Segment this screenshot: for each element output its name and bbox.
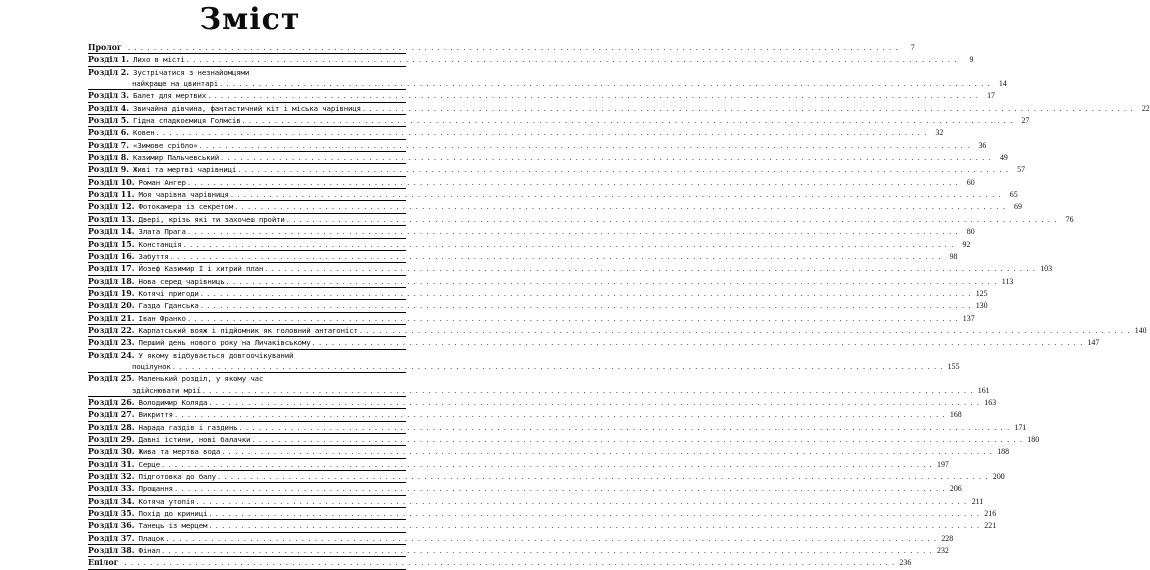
toc-entry-title: Роман Ангер (138, 177, 186, 187)
toc-entry-page-number: 197 (937, 459, 949, 469)
toc-entry-label: Розділ 37. (88, 533, 135, 543)
toc-entry-title: Маленький розділ, у якому час (138, 374, 264, 384)
toc-entry-page-number: 113 (1001, 276, 1014, 286)
toc-entry-label: Розділ 25. (88, 374, 135, 384)
toc-entry (88, 189, 1018, 201)
toc-entry-label: Розділ 18. (88, 276, 135, 286)
toc-entry-title: Фотокамера із секретом (138, 202, 234, 212)
toc-entry-title: Звичайна дівчина, фантастичний кіт і міська чарівниця (133, 103, 361, 113)
toc-entry (88, 533, 954, 545)
toc-entry (88, 496, 984, 508)
toc-dot-leader: . . . . . . . . . . . . . . . . . . . . . . . . . . . . . . . . . . . . . . . . . . . . . . . . . . . . . . . . . . . . . . . . . . . . . . . . . . . . . . . . . . . . . . . . . . . . . . . . . . . . . . . . . . . . . . . . . . . . . . . . (200, 289, 972, 298)
toc-entry-row (88, 337, 1100, 348)
toc-entry-title-continued: найкраще на цвинтарі (132, 79, 218, 89)
toc-entry (88, 397, 997, 409)
toc-entry-label: Розділ 24. (88, 350, 135, 360)
toc-dot-leader: . . . . . . . . . . . . . . . . . . . . . . . . . . . . . . . . . . . . . . . . . . . . . . . . . . . . . . . . . . . . . . . . . . . . . . . . . . . . . . . . . . . . . . . . . . . . . . . . . . . . . . . . . . . . . . . . . . . . . . . . (187, 228, 959, 237)
toc-entry (88, 54, 974, 66)
toc-entry-label: Розділ 19. (88, 288, 135, 298)
toc-dot-leader: . . . . . . . . . . . . . . . . . . . . . . . . . . . . . . . . . . . . . . . . . . . . . . . . . . . . . . . . . . . . . . . . . . . . . . . . . . . . . . . . . . . . . . . . . . . . . . . . . . . . . . . . . . . . . . . . . . . . . . . . (127, 44, 899, 52)
toc-entry (88, 177, 975, 189)
toc-entry-page-number: 161 (977, 385, 990, 395)
toc-entry-label: Розділ 34. (88, 496, 135, 506)
toc-entry-label: Розділ 20. (88, 301, 135, 311)
toc-entry-label: Розділ 16. (88, 251, 135, 261)
toc-entry (88, 422, 1027, 434)
toc-entry (88, 103, 1150, 115)
toc-entry-page-number: 137 (962, 313, 975, 323)
toc-entry-title: Йозеф Казимир І і хитрий план (138, 264, 264, 274)
toc-entry (88, 90, 995, 102)
toc-entry-title: Жива та мертва вода (138, 447, 221, 457)
toc-entry (88, 201, 1022, 213)
toc-entry-row (88, 508, 997, 519)
toc-entry-label: Розділ 11. (88, 190, 135, 200)
toc-dot-leader: . . . . . . . . . . . . . . . . . . . . . . . . . . . . . . . . . . . . . . . . . . . . . . . . . . . . . . . . . . . . . . . . . . . . . . . . . . . . . . . . . . . . . . . . . . . . . . . . . . . . . . . . . . . . . . . . . . . . . . . . (252, 436, 1024, 444)
toc-dot-leader: . . . . . . . . . . . . . . . . . . . . . . . . . . . . . . . . . . . . . . . . . . . . . . . . . . . . . . . . . . . . . . . . . . . . . . . . . . . . . . . . . . . . . . . . . . . . . . . . . . . . . . . . . . . . . . . . . . . . . . . . (202, 386, 974, 395)
toc-entry-label: Розділ 29. (88, 435, 135, 444)
toc-entry-row (88, 446, 1010, 457)
toc-dot-leader: . . . . . . . . . . . . . . . . . . . . . . . . . . . . . . . . . . . . . . . . . . . . . . . . . . . . . . . . . . . . . . . . . . . . . . . . . . . . . . . . . . . . . . . . . . . . . . . . . . . . . . . . . . . . . . . . . . . . . . . . (156, 129, 928, 138)
toc-entry-row (88, 533, 954, 544)
toc-entry-label: Розділ 30. (88, 447, 135, 457)
toc-entry (88, 42, 915, 54)
toc-entry-title-continued: здійснювати мрії (132, 385, 201, 395)
toc-entry-label: Розділ 17. (88, 264, 135, 274)
toc-entry-label: Розділ 7. (88, 140, 130, 150)
toc-entry-page-number: 57 (1017, 165, 1026, 175)
toc-entry-row (88, 152, 1008, 163)
toc-entry-title: Забуття (138, 251, 169, 261)
toc-entry-continuation (88, 361, 960, 372)
toc-entry-continuation (88, 385, 990, 396)
toc-entry-title: Викриття (138, 410, 173, 420)
toc-entry-title: Танець із мерцем (138, 521, 208, 531)
toc-entry-page-number: 76 (1065, 214, 1074, 224)
toc-entry-label: Розділ 33. (88, 484, 135, 494)
toc-entry (88, 140, 987, 152)
toc-entry-page-number: 103 (1040, 264, 1053, 274)
toc-entry-row (88, 325, 1147, 336)
toc-entry-row (88, 422, 1027, 433)
toc-dot-leader: . . . . . . . . . . . . . . . . . . . . . . . . . . . . . . . . . . . . . . . . . . . . . . . . . . . . . . . . . . . . . . . . . . . . . . . . . . . . . . . . . . . . . . . . . . . . . . . . . . . . . . . . . . . . . . . . . . . . . . . . (209, 522, 981, 531)
toc-entry-page-number: 27 (1021, 116, 1030, 126)
toc-entry (88, 459, 949, 471)
toc-entry-row (88, 483, 962, 494)
toc-entry-label: Розділ 14. (88, 227, 135, 237)
toc-entry-page-number: 140 (1134, 325, 1147, 335)
toc-entry-title: Двері, крізь які ти захочеш пройти (138, 214, 285, 224)
toc-dot-leader: . . . . . . . . . . . . . . . . . . . . . . . . . . . . . . . . . . . . . . . . . . . . . . . . . . . . . . . . . . . . . . . . . . . . . . . . . . . . . . . . . . . . . . . . . . . . . . . . . . . . . . . . . . . . . . . . . . . . . . . . (172, 362, 944, 371)
toc-entry-label: Розділ 23. (88, 338, 135, 348)
toc-entry (88, 337, 1100, 349)
toc-entry-label: Розділ 5. (88, 116, 130, 126)
toc-entry-page-number: 98 (949, 251, 958, 261)
toc-entry-label: Розділ 21. (88, 313, 135, 323)
toc-entry-title: Моя чарівна чарівниця (138, 190, 229, 200)
toc-entry-row (88, 313, 975, 324)
toc-entry (88, 127, 944, 139)
toc-entry (88, 471, 1005, 483)
toc-entry-label: Розділ 38. (88, 546, 135, 556)
toc-entry-label: Розділ 10. (88, 177, 135, 187)
toc-entry-label: Розділ 6. (88, 128, 130, 138)
toc-entry-row (88, 496, 984, 507)
toc-entry-row (88, 350, 406, 361)
toc-dot-leader: . . . . . . . . . . . . . . . . . . . . . . . . . . . . . . . . . . . . . . . . . . . . . . . . . . . . . . . . . . . . . . . . . . . . . . . . . . . . . . . . . . . . . . . . . . . . . . . . . . . . . . . . . . . . . . . . . . . . . . . . (312, 339, 1084, 348)
toc-entry-row (88, 164, 1026, 175)
toc-entry-label: Розділ 12. (88, 202, 135, 212)
toc-entry-page-number: 14 (998, 79, 1007, 89)
toc-dot-leader: . . . . . . . . . . . . . . . . . . . . . . . . . . . . . . . . . . . . . . . . . . . . . . . . . . . . . . . . . . . . . . . . . . . . . . . . . . . . . . . . . . . . . . . . . . . . . . . . . . . . . . . . . . . . . . . . . . . . . . . . (286, 215, 1058, 224)
toc-entry-page-number: 232 (937, 546, 949, 556)
toc-entry-row (88, 177, 975, 188)
toc-entry-row (88, 276, 1014, 287)
toc-dot-leader: . . . . . . . . . . . . . . . . . . . . . . . . . . . . . . . . . . . . . . . . . . . . . . . . . . . . . . . . . . . . . . . . . . . . . . . . . . . . . . . . . . . . . . . . . . . . . . . . . . . . . . . . . . . . . . . . . . . . . . . . (230, 191, 1002, 200)
toc-entry-row (88, 459, 949, 470)
toc-entry-page-number: 221 (984, 521, 997, 531)
toc-entry-title: Давні істини, нові балачки (138, 435, 251, 444)
toc-entry-row (88, 288, 988, 299)
toc-entry-label: Епілог (88, 558, 119, 568)
toc-dot-leader: . . . . . . . . . . . . . . . . . . . . . . . . . . . . . . . . . . . . . . . . . . . . . . . . . . . . . . . . . . . . . . . . . . . . . . . . . . . . . . . . . . . . . . . . . . . . . . . . . . . . . . . . . . . . . . . . . . . . . . . . (187, 178, 959, 187)
toc-dot-leader: . . . . . . . . . . . . . . . . . . . . . . . . . . . . . . . . . . . . . . . . . . . . . . . . . . . . . . . . . . . . . . . . . . . . . . . . . . . . . . . . . . . . . . . . . . . . . . . . . . . . . . . . . . . . . . . . . . . . . . . . (359, 326, 1131, 335)
toc-entry-label: Розділ 8. (88, 153, 130, 163)
toc-entry (88, 115, 1030, 127)
toc-entry-page-number: 17 (987, 91, 995, 101)
toc-dot-leader: . . . . . . . . . . . . . . . . . . . . . . . . . . . . . . . . . . . . . . . . . . . . . . . . . . . . . . . . . . . . . . . . . . . . . . . . . . . . . . . . . . . . . . . . . . . . . . . . . . . . . . . . . . . . . . . . . . . . . . . . (174, 485, 946, 494)
toc-dot-leader: . . . . . . . . . . . . . . . . . . . . . . . . . . . . . . . . . . . . . . . . . . . . . . . . . . . . . . . . . . . . . . . . . . . . . . . . . . . . . . . . . . . . . . . . . . . . . . . . . . . . . . . . . . . . . . . . . . . . . . . . (221, 154, 992, 163)
toc-entry (88, 409, 962, 421)
toc-entry-label: Розділ 2. (88, 67, 130, 77)
toc-entry (88, 373, 990, 397)
toc-entry-title: Злата Прага (138, 227, 186, 237)
toc-entry-page-number: 22 (1141, 103, 1150, 113)
toc-entry-row (88, 251, 958, 262)
toc-dot-leader: . . . . . . . . . . . . . . . . . . . . . . . . . . . . . . . . . . . . . . . . . . . . . . . . . . . . . . . . . . . . . . . . . . . . . . . . . . . . . . . . . . . . . . . . . . . . . . . . . . . . . . . . . . . . . . . . . . . . . . . . (226, 277, 998, 286)
toc-entry-title: Живі та мертві чарівниці (133, 165, 237, 175)
toc-entry-label: Розділ 28. (88, 422, 135, 432)
toc-dot-leader: . . . . . . . . . . . . . . . . . . . . . . . . . . . . . . . . . . . . . . . . . . . . . . . . . . . . . . . . . . . . . . . . . . . . . . . . . . . . . . . . . . . . . . . . . . . . . . . . . . . . . . . . . . . . . . . . . . . . . . . . (209, 510, 981, 519)
toc-entry-title: Володимир Коляда (138, 397, 208, 407)
toc-entry-label: Розділ 35. (88, 509, 135, 519)
toc-entry-page-number: 36 (978, 140, 987, 150)
toc-entry-row (88, 545, 949, 556)
toc-entry-row (88, 226, 975, 237)
toc-entry-page-number: 168 (949, 410, 962, 420)
toc-entry-title: Прощання (138, 484, 173, 494)
toc-entry-page-number: 236 (899, 558, 912, 568)
toc-entry-title: Плацок (138, 533, 165, 543)
toc-entry-title: Котячі пригоди (138, 288, 199, 298)
toc-entry-row (88, 373, 406, 384)
toc-entry-title: Нарада газдів і газдинь (138, 422, 238, 432)
toc-entry-title: Ковен (133, 128, 155, 138)
toc-entry-title: Карпатський вояж і підйомник як головний антагоніст (138, 325, 358, 335)
toc-dot-leader: . . . . . . . . . . . . . . . . . . . . . . . . . . . . . . . . . . . . . . . . . . . . . . . . . . . . . . . . . . . . . . . . . . . . . . . . . . . . . . . . . . . . . . . . . . . . . . . . . . . . . . . . . . . . . . . . . . . . . . . . (242, 117, 1014, 126)
toc-entry-page-number: 49 (999, 153, 1008, 163)
toc-entry-page-number: 130 (975, 301, 988, 311)
toc-entry-page-number: 65 (1009, 190, 1018, 200)
toc-dot-leader: . . . . . . . . . . . . . . . . . . . . . . . . . . . . . . . . . . . . . . . . . . . . . . . . . . . . . . . . . . . . . . . . . . . . . . . . . . . . . . . . . . . . . . . . . . . . . . . . . . . . . . . . . . . . . . . . . . . . . . . . (362, 104, 1134, 113)
toc-entry (88, 67, 1007, 91)
toc-dot-leader: . . . . . . . . . . . . . . . . . . . . . . . . . . . . . . . . . . . . . . . . . . . . . . . . . . . . . . . . . . . . . . . . . . . . . . . . . . . . . . . . . . . . . . . . . . . . . . . . . . . . . . . . . . . . . . . . . . . . . . . . (265, 265, 1037, 274)
toc-entry-page-number: 69 (1014, 202, 1022, 212)
toc-entry-row (88, 263, 1053, 274)
toc-entry-label: Розділ 3. (88, 91, 130, 101)
toc-entry-row (88, 115, 1030, 126)
toc-entry-page-number: 180 (1027, 435, 1040, 444)
toc-entry-title: Зустрічатися з незнайомцями (133, 67, 250, 77)
toc-dot-leader: . . . . . . . . . . . . . . . . . . . . . . . . . . . . . . . . . . . . . . . . . . . . . . . . . . . . . . . . . . . . . . . . . . . . . . . . . . . . . . . . . . . . . . . . . . . . . . . . . . . . . . . . . . . . . . . . . . . . . . . . (199, 141, 971, 150)
toc-entry-row (88, 300, 988, 311)
toc-entry-title: «Зимове срібло» (133, 140, 198, 150)
toc-entry-page-number: 188 (997, 447, 1010, 457)
toc-entry (88, 508, 997, 520)
toc-entry-title: Казимир Пальчевський (133, 153, 220, 163)
toc-entry-row (88, 54, 974, 65)
toc-dot-leader: . . . . . . . . . . . . . . . . . . . . . . . . . . . . . . . . . . . . . . . . . . . . . . . . . . . . . . . . . . . . . . . . . . . . . . . . . . . . . . . . . . . . . . . . . . . . . . . . . . . . . . . . . . . . . . . . . . . . . . . . (208, 92, 979, 101)
toc-entry-page-number: 228 (941, 533, 954, 543)
toc-entry (88, 325, 1147, 337)
toc-entry-row (88, 557, 912, 568)
toc-dot-leader: . . . . . . . . . . . . . . . . . . . . . . . . . . . . . . . . . . . . . . . . . . . . . . . . . . . . . . . . . . . . . . . . . . . . . . . . . . . . . . . . . . . . . . . . . . . . . . . . . . . . . . . . . . . . . . . . . . . . . . . . (209, 398, 981, 407)
toc-dot-leader: . . . . . . . . . . . . . . . . . . . . . . . . . . . . . . . . . . . . . . . . . . . . . . . . . . . . . . . . . . . . . . . . . . . . . . . . . . . . . . . . . . . . . . . . . . . . . . . . . . . . . . . . . . . . . . . . . . . . . . . . (187, 314, 959, 323)
toc-dot-leader: . . . . . . . . . . . . . . . . . . . . . . . . . . . . . . . . . . . . . . . . . . . . . . . . . . . . . . . . . . . . . . . . . . . . . . . . . . . . . . . . . . . . . . . . . . . . . . . . . . . . . . . . . . . . . . . . . . . . . . . . (186, 56, 958, 65)
toc-entry-page-number: 60 (966, 177, 975, 187)
toc-entry-page-number: 200 (992, 472, 1005, 482)
toc-dot-leader: . . . . . . . . . . . . . . . . . . . . . . . . . . . . . . . . . . . . . . . . . . . . . . . . . . . . . . . . . . . . . . . . . . . . . . . . . . . . . . . . . . . . . . . . . . . . . . . . . . . . . . . . . . . . . . . . . . . . . . . . (170, 252, 942, 261)
toc-entry (88, 483, 962, 495)
toc-entry-title: Перший день нового року на Личаківському (138, 338, 311, 348)
toc-dot-leader: . . . . . . . . . . . . . . . . . . . . . . . . . . . . . . . . . . . . . . . . . . . . . . . . . . . . . . . . . . . . . . . . . . . . . . . . . . . . . . . . . . . . . . . . . . . . . . . . . . . . . . . . . . . . . . . . . . . . . . . . (220, 80, 991, 89)
table-of-contents (88, 42, 1150, 570)
toc-entry (88, 446, 1010, 458)
toc-entry-row (88, 397, 997, 408)
toc-dot-leader: . . . . . . . . . . . . . . . . . . . . . . . . . . . . . . . . . . . . . . . . . . . . . . . . . . . . . . . . . . . . . . . . . . . . . . . . . . . . . . . . . . . . . . . . . . . . . . . . . . . . . . . . . . . . . . . . . . . . . . . . (239, 423, 1011, 432)
toc-entry-row (88, 67, 406, 78)
toc-entry-title: Нова серед чарівниць (138, 276, 225, 286)
toc-entry-title: Газда Гданська (138, 301, 199, 311)
toc-entry-label: Розділ 15. (88, 239, 135, 249)
toc-dot-leader: . . . . . . . . . . . . . . . . . . . . . . . . . . . . . . . . . . . . . . . . . . . . . . . . . . . . . . . . . . . . . . . . . . . . . . . . . . . . . . . . . . . . . . . . . . . . . . . . . . . . . . . . . . . . . . . . . . . . . . . . (235, 203, 1006, 212)
toc-dot-leader: . . . . . . . . . . . . . . . . . . . . . . . . . . . . . . . . . . . . . . . . . . . . . . . . . . . . . . . . . . . . . . . . . . . . . . . . . . . . . . . . . . . . . . . . . . . . . . . . . . . . . . . . . . . . . . . . . . . . . . . . (217, 473, 989, 482)
toc-entry (88, 152, 1008, 164)
toc-entry (88, 164, 1026, 176)
toc-entry (88, 520, 997, 532)
toc-entry-page-number: 80 (966, 227, 975, 237)
toc-entry-row (88, 409, 962, 420)
toc-entry-page-number: 155 (947, 361, 960, 371)
toc-dot-leader: . . . . . . . . . . . . . . . . . . . . . . . . . . . . . . . . . . . . . . . . . . . . . . . . . . . . . . . . . . . . . . . . . . . . . . . . . . . . . . . . . . . . . . . . . . . . . . . . . . . . . . . . . . . . . . . . . . . . . . . . (196, 497, 968, 506)
toc-dot-leader: . . . . . . . . . . . . . . . . . . . . . . . . . . . . . . . . . . . . . . . . . . . . . . . . . . . . . . . . . . . . . . . . . . . . . . . . . . . . . . . . . . . . . . . . . . . . . . . . . . . . . . . . . . . . . . . . . . . . . . . . (174, 411, 946, 420)
toc-entry-page-number: 32 (935, 128, 944, 138)
toc-entry-label: Розділ 4. (88, 103, 130, 113)
toc-entry-row (88, 434, 1040, 445)
toc-entry-label: Розділ 1. (88, 55, 130, 65)
toc-entry-continuation (88, 78, 1007, 89)
toc-entry-page-number: 206 (949, 484, 962, 494)
toc-entry-title: Серце (138, 459, 161, 469)
toc-dot-leader: . . . . . . . . . . . . . . . . . . . . . . . . . . . . . . . . . . . . . . . . . . . . . . . . . . . . . . . . . . . . . . . . . . . . . . . . . . . . . . . . . . . . . . . . . . . . . . . . . . . . . . . . . . . . . . . . . . . . . . . . (222, 448, 994, 457)
toc-entry-title: Іван Франко (138, 313, 186, 323)
toc-entry-page-number: 163 (984, 397, 997, 407)
toc-dot-leader: . . . . . . . . . . . . . . . . . . . . . . . . . . . . . . . . . . . . . . . . . . . . . . . . . . . . . . . . . . . . . . . . . . . . . . . . . . . . . . . . . . . . . . . . . . . . . . . . . . . . . . . . . . . . . . . . . . . . . . . . (183, 240, 955, 249)
toc-dot-leader: . . . . . . . . . . . . . . . . . . . . . . . . . . . . . . . . . . . . . . . . . . . . . . . . . . . . . . . . . . . . . . . . . . . . . . . . . . . . . . . . . . . . . . . . . . . . . . . . . . . . . . . . . . . . . . . . . . . . . . . . (200, 302, 972, 311)
toc-entry-label: Пролог (88, 43, 122, 52)
toc-entry-title: Фінал (138, 546, 161, 556)
toc-entry-title-continued: поцілунок (132, 361, 171, 371)
toc-entry-row (88, 214, 1074, 225)
toc-entry-row (88, 127, 944, 138)
toc-entry-label: Розділ 36. (88, 521, 135, 531)
toc-entry-row (88, 239, 971, 250)
toc-entry-label: Розділ 27. (88, 410, 135, 420)
toc-entry (88, 313, 975, 325)
toc-entry-title: У якому відбувається довгоочікуваний (138, 350, 294, 360)
toc-entry-row (88, 520, 997, 531)
toc-entry-row (88, 90, 995, 101)
toc-entry (88, 239, 971, 251)
toc-entry (88, 545, 949, 557)
toc-entry (88, 214, 1074, 226)
toc-dot-leader: . . . . . . . . . . . . . . . . . . . . . . . . . . . . . . . . . . . . . . . . . . . . . . . . . . . . . . . . . . . . . . . . . . . . . . . . . . . . . . . . . . . . . . . . . . . . . . . . . . . . . . . . . . . . . . . . . . . . . . . . (162, 547, 933, 556)
toc-dot-leader: . . . . . . . . . . . . . . . . . . . . . . . . . . . . . . . . . . . . . . . . . . . . . . . . . . . . . . . . . . . . . . . . . . . . . . . . . . . . . . . . . . . . . . . . . . . . . . . . . . . . . . . . . . . . . . . . . . . . . . . . (238, 166, 1010, 175)
toc-entry-page-number: 211 (971, 496, 984, 506)
toc-entry-row (88, 471, 1005, 482)
toc-entry-title: Гідна спадкоємиця Голмсів (133, 116, 241, 126)
toc-entry-page-number: 92 (962, 239, 971, 249)
toc-entry (88, 263, 1053, 275)
toc-entry-row (88, 103, 1150, 114)
toc-entry-label: Розділ 13. (88, 214, 135, 224)
toc-entry-page-number: 216 (984, 509, 997, 519)
toc-entry (88, 276, 1014, 288)
page-title: Зміст (199, 2, 301, 37)
toc-entry-row (88, 42, 915, 53)
toc-entry-title: Котяча утопія (138, 496, 195, 506)
toc-entry (88, 226, 975, 238)
toc-dot-leader: . . . . . . . . . . . . . . . . . . . . . . . . . . . . . . . . . . . . . . . . . . . . . . . . . . . . . . . . . . . . . . . . . . . . . . . . . . . . . . . . . . . . . . . . . . . . . . . . . . . . . . . . . . . . . . . . . . . . . . . . (166, 534, 938, 543)
toc-entry-title: Балет для мертвих (133, 91, 207, 101)
toc-entry-label: Розділ 32. (88, 472, 135, 482)
toc-entry-label: Розділ 9. (88, 165, 130, 175)
toc-entry-title: Похід до криниці (138, 509, 208, 519)
toc-entry-label: Розділ 22. (88, 325, 135, 335)
toc-entry-page-number: 9 (969, 55, 974, 65)
toc-entry-label: Розділ 31. (88, 459, 135, 469)
toc-entry-label: Розділ 26. (88, 397, 135, 407)
toc-entry-title: Лихо в місті (133, 55, 185, 65)
toc-entry (88, 350, 960, 374)
toc-entry (88, 300, 988, 312)
toc-entry-row (88, 201, 1022, 212)
toc-dot-leader: . . . . . . . . . . . . . . . . . . . . . . . . . . . . . . . . . . . . . . . . . . . . . . . . . . . . . . . . . . . . . . . . . . . . . . . . . . . . . . . . . . . . . . . . . . . . . . . . . . . . . . . . . . . . . . . . . . . . . . . . (124, 559, 896, 568)
toc-entry-page-number: 125 (975, 288, 988, 298)
toc-entry-page-number: 7 (910, 43, 915, 52)
toc-entry-page-number: 171 (1014, 422, 1027, 432)
toc-dot-leader: . . . . . . . . . . . . . . . . . . . . . . . . . . . . . . . . . . . . . . . . . . . . . . . . . . . . . . . . . . . . . . . . . . . . . . . . . . . . . . . . . . . . . . . . . . . . . . . . . . . . . . . . . . . . . . . . . . . . . . . . (162, 460, 933, 469)
toc-entry-title: Констанція (138, 239, 182, 249)
toc-entry (88, 251, 958, 263)
toc-entry (88, 288, 988, 300)
toc-entry-title: Підготовка до балу (138, 472, 216, 482)
toc-entry (88, 434, 1040, 446)
toc-entry (88, 557, 912, 569)
toc-entry-row (88, 189, 1018, 200)
toc-entry-row (88, 140, 987, 151)
toc-entry-page-number: 147 (1087, 338, 1100, 348)
